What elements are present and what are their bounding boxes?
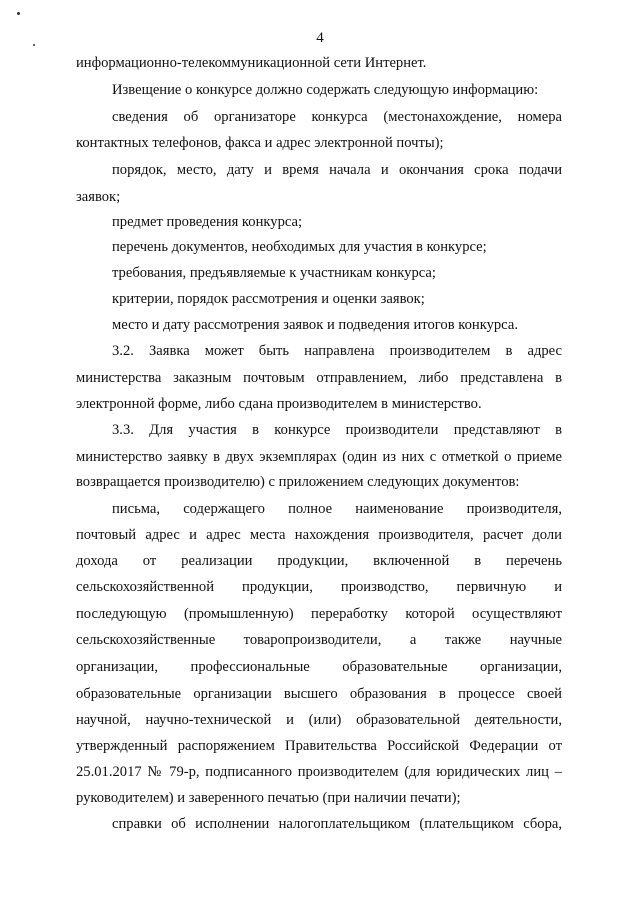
text-line: требования, предъявляемые к участникам конкурса; — [112, 265, 436, 281]
text-line: справки об исполнении налогоплательщиком (плательщиком сбора, — [112, 816, 562, 832]
text-line: утвержденный распоряжением Правительства Российской Федерации от — [76, 738, 562, 754]
text-line: письма, содержащего полное наименование производителя, — [112, 501, 562, 517]
text-line: заявок; — [76, 189, 121, 205]
text-line: Извещение о конкурсе должно содержать следующую информацию: — [112, 82, 539, 98]
text-line: 3.2. Заявка может быть направлена производителем в адрес — [112, 343, 562, 359]
text-line: возвращается производителю) с приложением следующих документов: — [76, 474, 520, 490]
text-line: почтовый адрес и адрес места нахождения производителя, расчет доли — [76, 527, 562, 543]
text-line: сельскохозяйственной продукции, производство, первичную и — [76, 579, 562, 595]
text-line: перечень документов, необходимых для участия в конкурсе; — [112, 239, 487, 255]
text-line: 25.01.2017 № 79-р, подписанного производителем (для юридических лиц – — [76, 764, 562, 780]
text-line: 3.3. Для участия в конкурсе производители представляют в — [112, 422, 562, 438]
text-line: дохода от реализации продукции, включенной в перечень — [76, 553, 562, 569]
text-line: электронной форме, либо сдана производителем в министерство. — [76, 396, 482, 412]
text-line: информационно-телекоммуникационной сети Интернет. — [76, 55, 427, 71]
text-line: предмет проведения конкурса; — [112, 214, 303, 230]
text-line: порядок, место, дату и время начала и окончания срока подачи — [112, 162, 562, 178]
scan-speck — [33, 44, 35, 46]
text-line: сельскохозяйственные товаропроизводители, а также научные — [76, 632, 562, 648]
text-line: сведения об организаторе конкурса (местонахождение, номера — [112, 109, 562, 125]
scan-speck — [17, 12, 20, 15]
text-line: организации, профессиональные образовательные организации, — [76, 659, 562, 675]
text-line: последующую (промышленную) переработку которой осуществляют — [76, 606, 562, 622]
text-line: место и дату рассмотрения заявок и подведения итогов конкурса. — [112, 317, 518, 333]
text-line: контактных телефонов, факса и адрес электронной почты); — [76, 135, 444, 151]
text-line: научной, научно-технической и (или) образовательной деятельности, — [76, 712, 562, 728]
text-line: министерство заявку в двух экземплярах (один из них с отметкой о приеме — [76, 449, 562, 465]
text-line: руководителем) и заверенного печатью (при наличии печати); — [76, 790, 461, 806]
page-number: 4 — [316, 30, 324, 46]
text-line: критерии, порядок рассмотрения и оценки заявок; — [112, 291, 425, 307]
text-line: образовательные организации высшего образования в процессе своей — [76, 686, 562, 702]
text-line: министерства заказным почтовым отправлением, либо представлена в — [76, 370, 562, 386]
